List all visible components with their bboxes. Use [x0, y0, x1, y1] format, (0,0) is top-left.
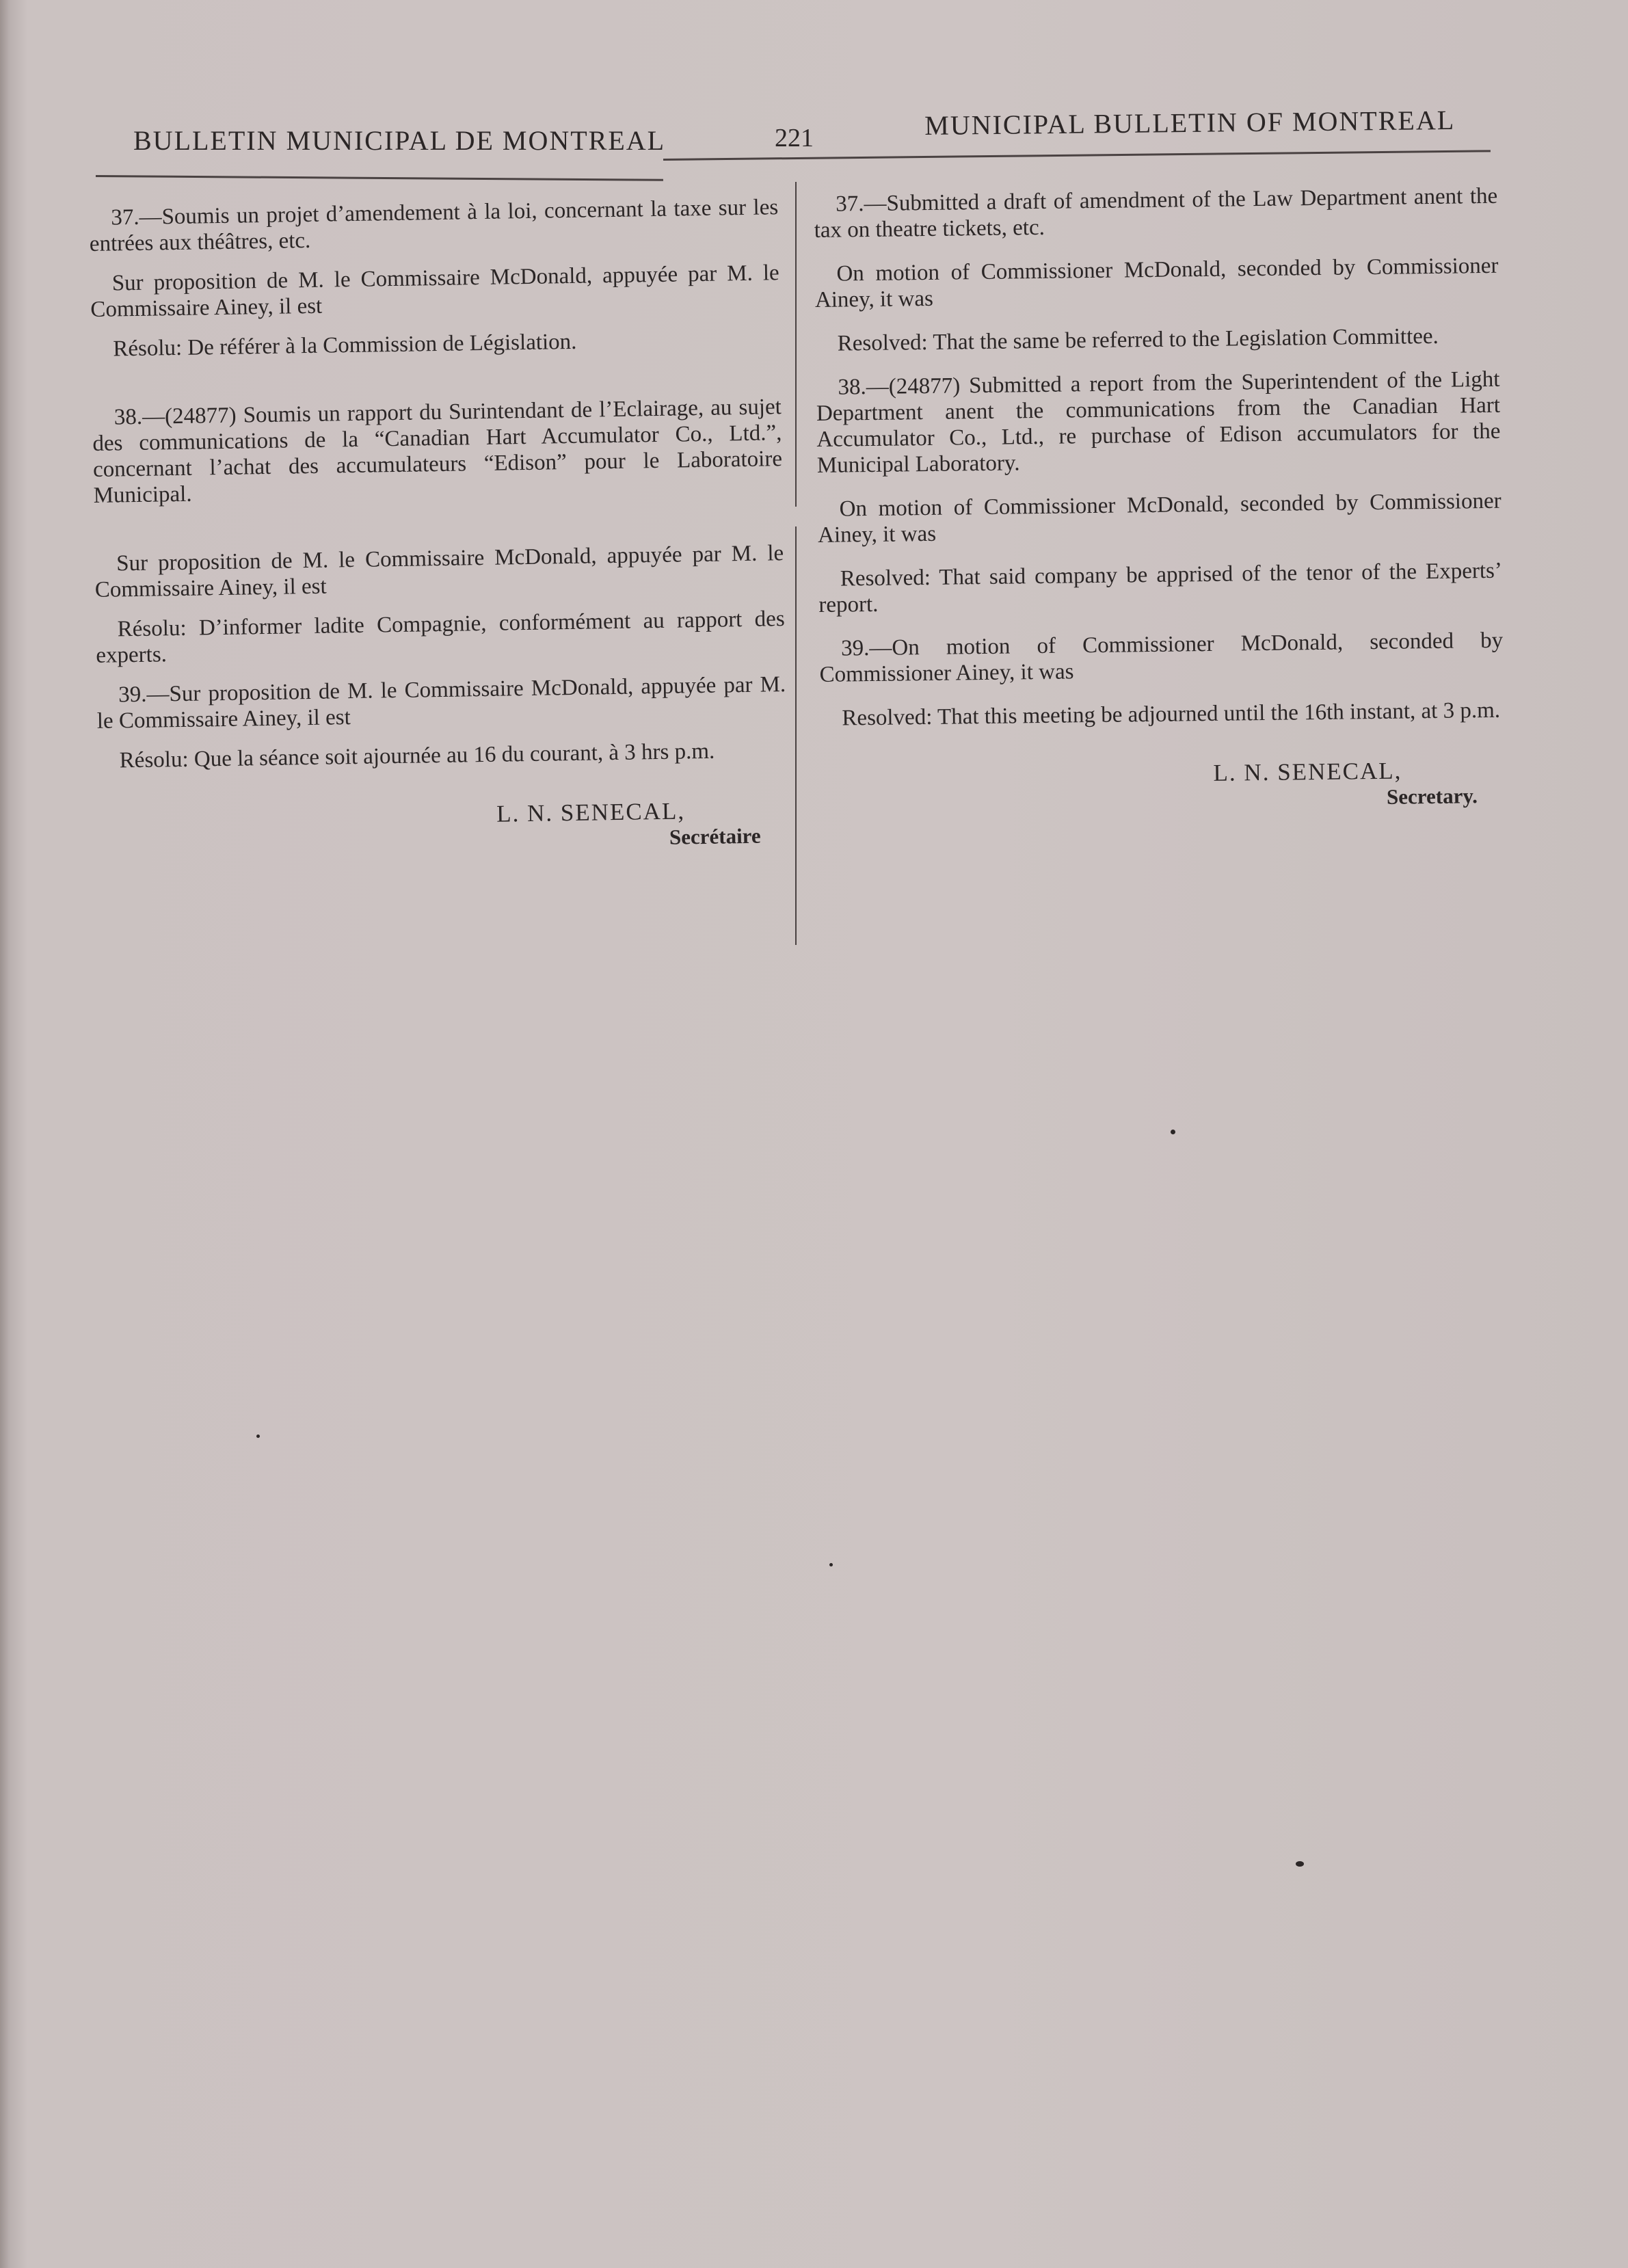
print-speck: [1171, 1130, 1175, 1134]
french-item-37: 37.—Soumis un projet d’amendement à la loi, concernant la taxe sur les entrées aux théâtres, etc.: [89, 195, 779, 256]
french-column: [89, 194, 788, 859]
column-divider-lower: [795, 526, 797, 945]
print-speck: [829, 1563, 833, 1566]
english-item-37: 37.—Submitted a draft of amendment of the Law Department anent the tax on theatre tickets, etc.: [814, 183, 1498, 243]
english-item-39: 39.—On motion of Commissioner McDonald, seconded by Commissioner Ainey, it was: [819, 628, 1504, 687]
print-speck: [256, 1435, 260, 1438]
header-rule-left: [96, 175, 663, 181]
header-english-title: MUNICIPAL BULLETIN OF MONTREAL: [924, 104, 1456, 141]
french-resolution-38: Résolu: D’informer ladite Compagnie, conformément au rapport des experts.: [96, 606, 785, 668]
english-resolution-39: Resolved: That this meeting be adjourned until the 16th instant, at 3 p.m.: [842, 697, 1501, 731]
french-item-39: 39.—Sur proposition de M. le Commissaire McDonald, appuyée par M. le Commissaire Ainey, il est: [96, 672, 786, 734]
french-item-38: 38.—(24877) Soumis un rapport du Surintendant de l’Eclairage, au sujet des communications de la “Canadian Hart Accumulator Co., Ltd.”, concernant l’achat des accumulateurs “Edison” pour le Laboratoire Municipal.: [92, 395, 783, 508]
page-number: 221: [775, 124, 814, 152]
english-resolution-37: Resolved: That the same be referred to the Legislation Committee.: [837, 323, 1439, 356]
french-signature-title: Secrétaire: [669, 823, 761, 849]
english-resolution-38: Resolved: That said company be apprised of the tenor of the Experts’ report.: [818, 558, 1503, 617]
english-signature-title: Secretary.: [1386, 784, 1478, 809]
english-motion-37: On motion of Commissioner McDonald, seconded by Commissioner Ainey, it was: [814, 253, 1499, 312]
english-signature: L. N. SENECAL,: [1213, 757, 1402, 786]
header-french-title: BULLETIN MUNICIPAL DE MONTREAL: [133, 125, 666, 156]
french-resolution-37: Résolu: De référer à la Commission de Législation.: [113, 329, 577, 362]
french-signature: L. N. SENECAL,: [496, 797, 686, 827]
print-speck: [1296, 1861, 1304, 1867]
french-motion-38: Sur proposition de M. le Commissaire McDonald, appuyée par M. le Commissaire Ainey, il est: [94, 541, 784, 602]
english-column: [814, 183, 1505, 816]
column-divider-upper: [795, 182, 797, 507]
english-motion-38: On motion of Commissioner McDonald, seconded by Commissioner Ainey, it was: [817, 488, 1502, 548]
french-motion-37: Sur proposition de M. le Commissaire McDonald, appuyée par M. le Commissaire Ainey, il est: [90, 261, 779, 322]
french-resolution-39: Résolu: Que la séance soit ajournée au 16 du courant, à 3 hrs p.m.: [119, 738, 715, 773]
english-item-38: 38.—(24877) Submitted a report from the Superintendent of the Light Department anent the communications from the Canadian Hart Accumulator Co., Ltd., re purchase of Edison accumulators for the Municipal Laboratory.: [816, 366, 1501, 478]
